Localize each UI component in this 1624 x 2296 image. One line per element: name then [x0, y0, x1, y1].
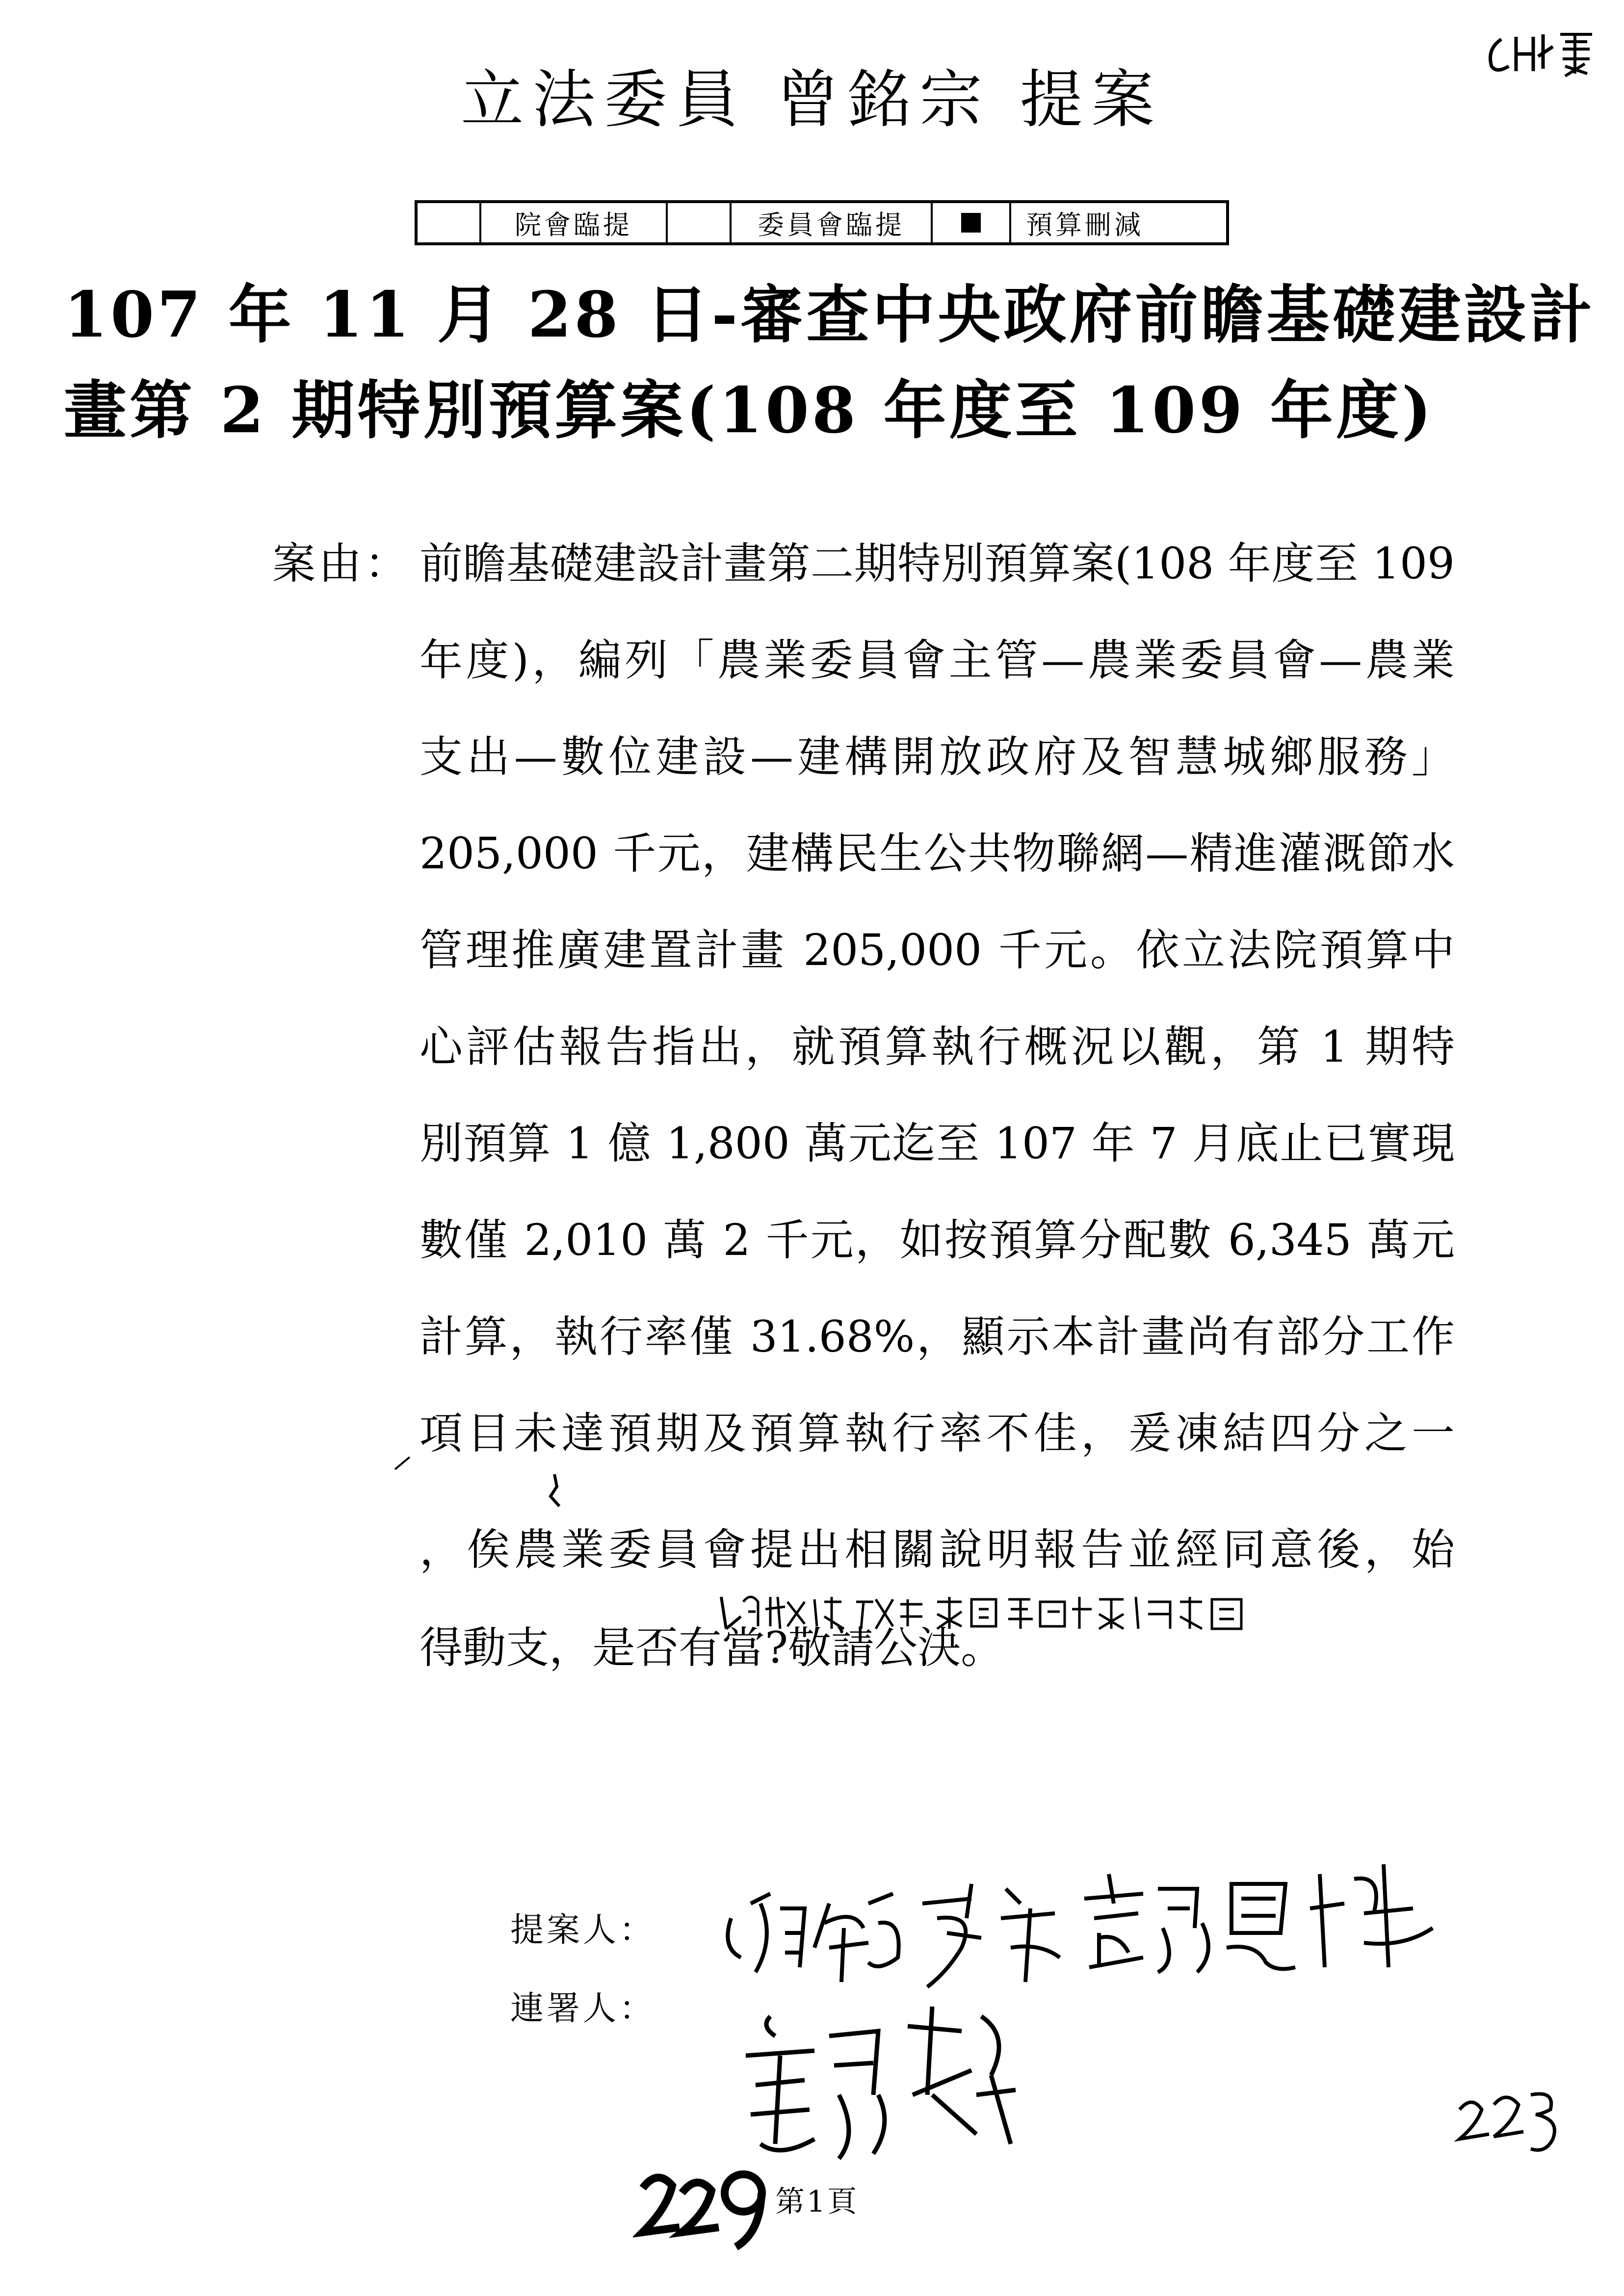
- page-number: 第1頁: [775, 2185, 859, 2219]
- scan-speck: [393, 1452, 412, 1472]
- option-label-budget-cut: 預算刪減: [1026, 209, 1144, 240]
- cosigner-label: 連署人：: [510, 1989, 656, 2028]
- option-label-plenary: 院會臨提: [481, 203, 668, 242]
- signature-1: [716, 1874, 1070, 2002]
- body-line: 管理推廣建置計畫 205,000 千元。依立法院預算中: [419, 925, 1455, 975]
- body-line: 205,000 千元，建構民生公共物聯網—精進灌溉節水: [419, 828, 1455, 879]
- option-label-committee: 委員會臨提: [732, 203, 933, 242]
- body-line: 支出—數位建設—建構開放政府及智慧城鄉服務」: [419, 731, 1455, 782]
- handwritten-page-number: [1452, 2075, 1565, 2159]
- signature-3: [716, 1997, 1021, 2173]
- option-checkbox-budget-cut[interactable]: [933, 203, 1011, 242]
- page-title: 立法委員 曾銘宗 提案: [461, 63, 1163, 136]
- headline-line: 107 年 11 月 28 日-審查中央政府前瞻基礎建設計: [64, 278, 1596, 352]
- body-line: 心評估報告指出，就預算執行概況以觀，第 1 期特: [419, 1021, 1455, 1072]
- stamp-number: [633, 2159, 775, 2257]
- option-checkbox-plenary[interactable]: [418, 203, 481, 242]
- proposal-type-box: [415, 200, 1229, 245]
- body-line: 項目未達預期及預算執行率不佳，爰凍結四分之一: [419, 1408, 1455, 1459]
- reason-label: 案由：: [272, 538, 411, 589]
- handwritten-insertion: [707, 1587, 1266, 1636]
- body-line: 數僅 2,010 萬 2 千元，如按預算分配數 6,345 萬元: [419, 1215, 1455, 1265]
- headline: [64, 267, 1596, 459]
- signature-2: [1070, 1854, 1442, 1982]
- proposer-label: 提案人：: [510, 1911, 656, 1950]
- body-line: 年度)，編列「農業委員會主管—農業委員會—農業: [419, 635, 1455, 685]
- body-line: 計算，執行率僅 31.68%，顯示本計畫尚有部分工作: [419, 1311, 1455, 1362]
- body-line: 前瞻基礎建設計畫第二期特別預算案(108 年度至 109: [419, 538, 1455, 589]
- body-line: 別預算 1 億 1,800 萬元迄至 107 年 7 月底止已實現: [419, 1118, 1455, 1169]
- filled-square-icon: [961, 213, 981, 233]
- body-line: 得動支，是否有當?敬請公決。: [419, 1622, 1004, 1673]
- scan-speck: [540, 1472, 569, 1511]
- headline-line: 畫第 2 期特別預算案(108 年度至 109 年度): [64, 374, 1435, 447]
- body-line: ，俟農業委員會提出相關說明報告並經同意後，始: [419, 1524, 1455, 1575]
- option-checkbox-committee[interactable]: [668, 203, 732, 242]
